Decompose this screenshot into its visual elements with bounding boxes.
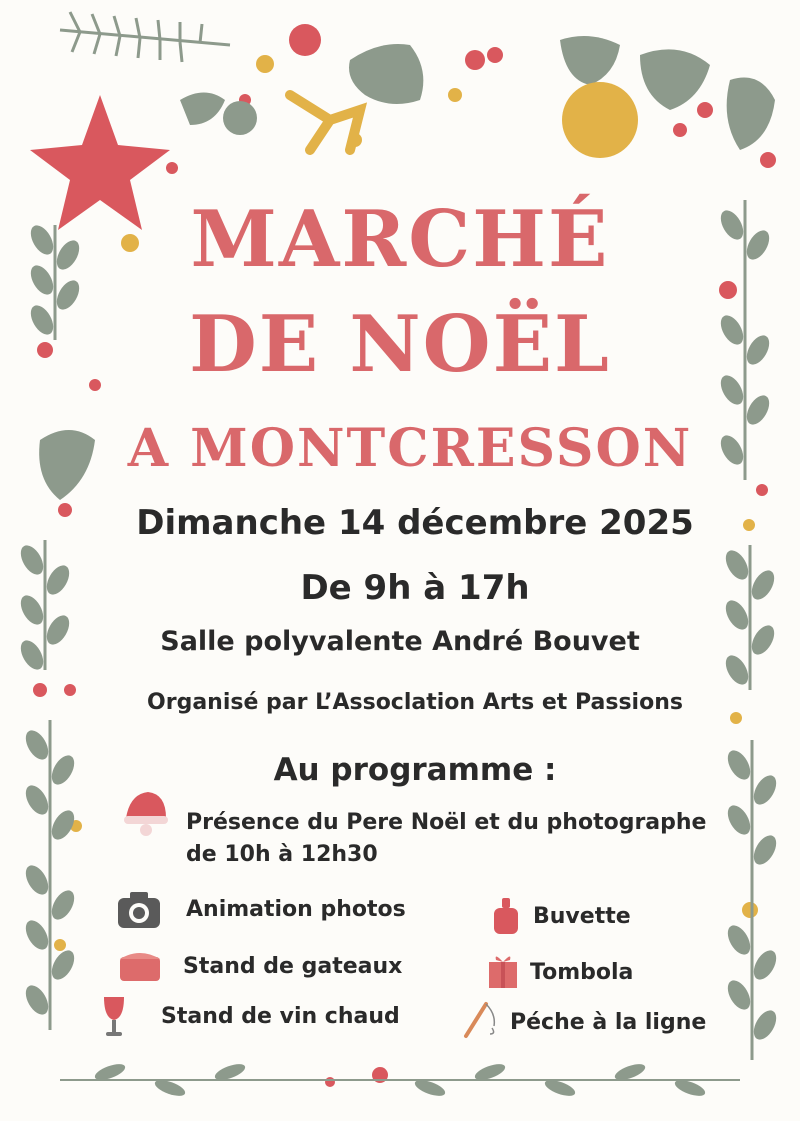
fir-sprig-decoration (60, 12, 230, 62)
gift-box-icon (486, 952, 520, 990)
event-organizer: Organisé par L’Assoclation Arts et Passions (147, 690, 683, 715)
program-highlight-line-1: Présence du Pere Noël et du photographe (186, 810, 707, 835)
program-item-tombola: Tombola (530, 960, 634, 985)
camera-icon (116, 890, 162, 930)
program-highlight-line-2: de 10h à 12h30 (186, 842, 378, 867)
program-item-buvette: Buvette (533, 904, 631, 929)
bottle-icon (491, 896, 521, 936)
wine-glass-icon (100, 994, 128, 1040)
gold-ornament-decoration (562, 82, 638, 158)
event-hours: De 9h à 17h (300, 568, 530, 608)
program-item-peche: Péche à la ligne (510, 1010, 707, 1035)
event-venue: Salle polyvalente André Bouvet (160, 626, 640, 657)
title-line-2: DE NOËL (189, 299, 611, 390)
bottom-sprig-decoration (60, 1061, 740, 1099)
title-line-1: MARCHÉ (190, 194, 610, 285)
program-item-vin-chaud: Stand de vin chaud (161, 1004, 400, 1029)
cake-icon (117, 947, 163, 983)
fishing-rod-icon (462, 1000, 502, 1040)
event-date: Dimanche 14 décembre 2025 (136, 503, 694, 543)
title-line-3: A MONTCRESSON (127, 418, 693, 479)
program-item-animation-photos: Animation photos (186, 897, 406, 922)
program-item-stand-gateaux: Stand de gateaux (183, 954, 403, 979)
ornament-ball-decoration (223, 101, 257, 135)
santa-hat-icon (120, 788, 172, 838)
program-heading: Au programme : (273, 752, 557, 788)
